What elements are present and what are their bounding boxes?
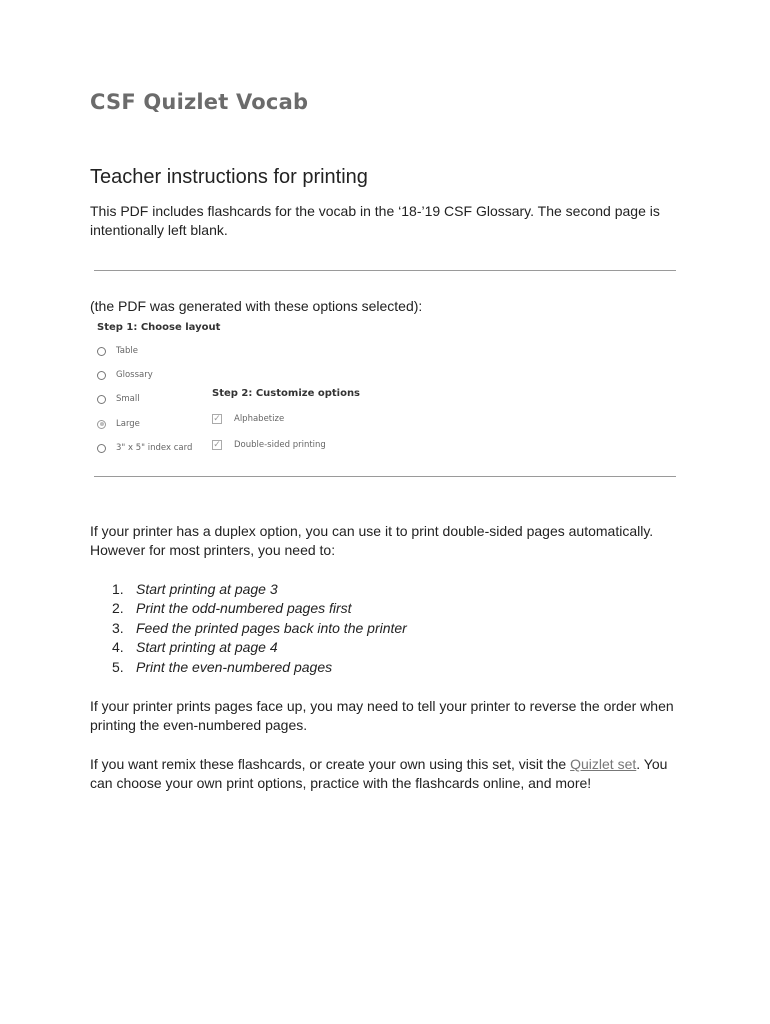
option-alphabetize[interactable] (212, 414, 284, 424)
layout-option-small[interactable] (97, 394, 140, 404)
layout-option-label: Table (116, 346, 138, 356)
horizontal-divider (94, 270, 676, 271)
list-item: 5. Print the even-numbered pages (112, 658, 333, 675)
radio-unselected-icon (97, 444, 106, 453)
list-item: 2. Print the odd-numbered pages first (112, 600, 352, 617)
checkbox-checked-icon: ✓ (213, 413, 221, 424)
layout-option-label: Large (116, 419, 140, 429)
radio-unselected-icon (97, 395, 106, 404)
horizontal-divider (94, 476, 676, 477)
face-up-paragraph: If your printer prints pages face up, you may need to tell your printer to reverse the order when printing the even-numbered pages. (90, 698, 674, 733)
radio-unselected-icon (97, 371, 106, 380)
layout-option-index-card[interactable] (97, 443, 192, 453)
quizlet-set-link[interactable]: Quizlet set (570, 756, 637, 772)
step1-title: Step 1: Choose layout (97, 322, 221, 333)
step2-title: Step 2: Customize options (212, 388, 361, 399)
options-caption: (the PDF was generated with these options selected): (90, 298, 423, 314)
layout-option-glossary[interactable] (97, 370, 153, 380)
intro-paragraph: This PDF includes flashcards for the vocab in the ‘18-’19 CSF Glossary. The second page is intentionally left blank. (90, 203, 660, 238)
option-label: Alphabetize (234, 414, 285, 424)
option-label: Double-sided printing (234, 440, 326, 450)
option-double-sided[interactable] (212, 440, 326, 450)
layout-option-label: 3" x 5" index card (116, 443, 193, 453)
layout-option-label: Glossary (116, 370, 153, 380)
printing-steps-list (112, 580, 407, 677)
radio-selected-icon (97, 420, 106, 429)
section-heading: Teacher instructions for printing (90, 166, 368, 188)
radio-unselected-icon (97, 347, 106, 356)
remix-paragraph: If you want remix these flashcards, or create your own using this set, visit the Quizlet set. You can choose your own print options, practice with the flashcards online, and more! (90, 756, 668, 791)
layout-option-large[interactable] (97, 419, 140, 429)
list-item: 1. Start printing at page 3 (112, 581, 278, 597)
document-title: CSF Quizlet Vocab (90, 90, 309, 114)
checkbox-checked-icon: ✓ (213, 439, 221, 450)
list-item: 3. Feed the printed pages back into the printer (112, 619, 407, 636)
layout-option-label: Small (116, 394, 140, 404)
layout-option-table[interactable] (97, 346, 138, 356)
duplex-paragraph: If your printer has a duplex option, you can use it to print double-sided pages automatically. However for most printers, you need to: (90, 523, 654, 558)
list-item: 4. Start printing at page 4 (112, 639, 278, 656)
